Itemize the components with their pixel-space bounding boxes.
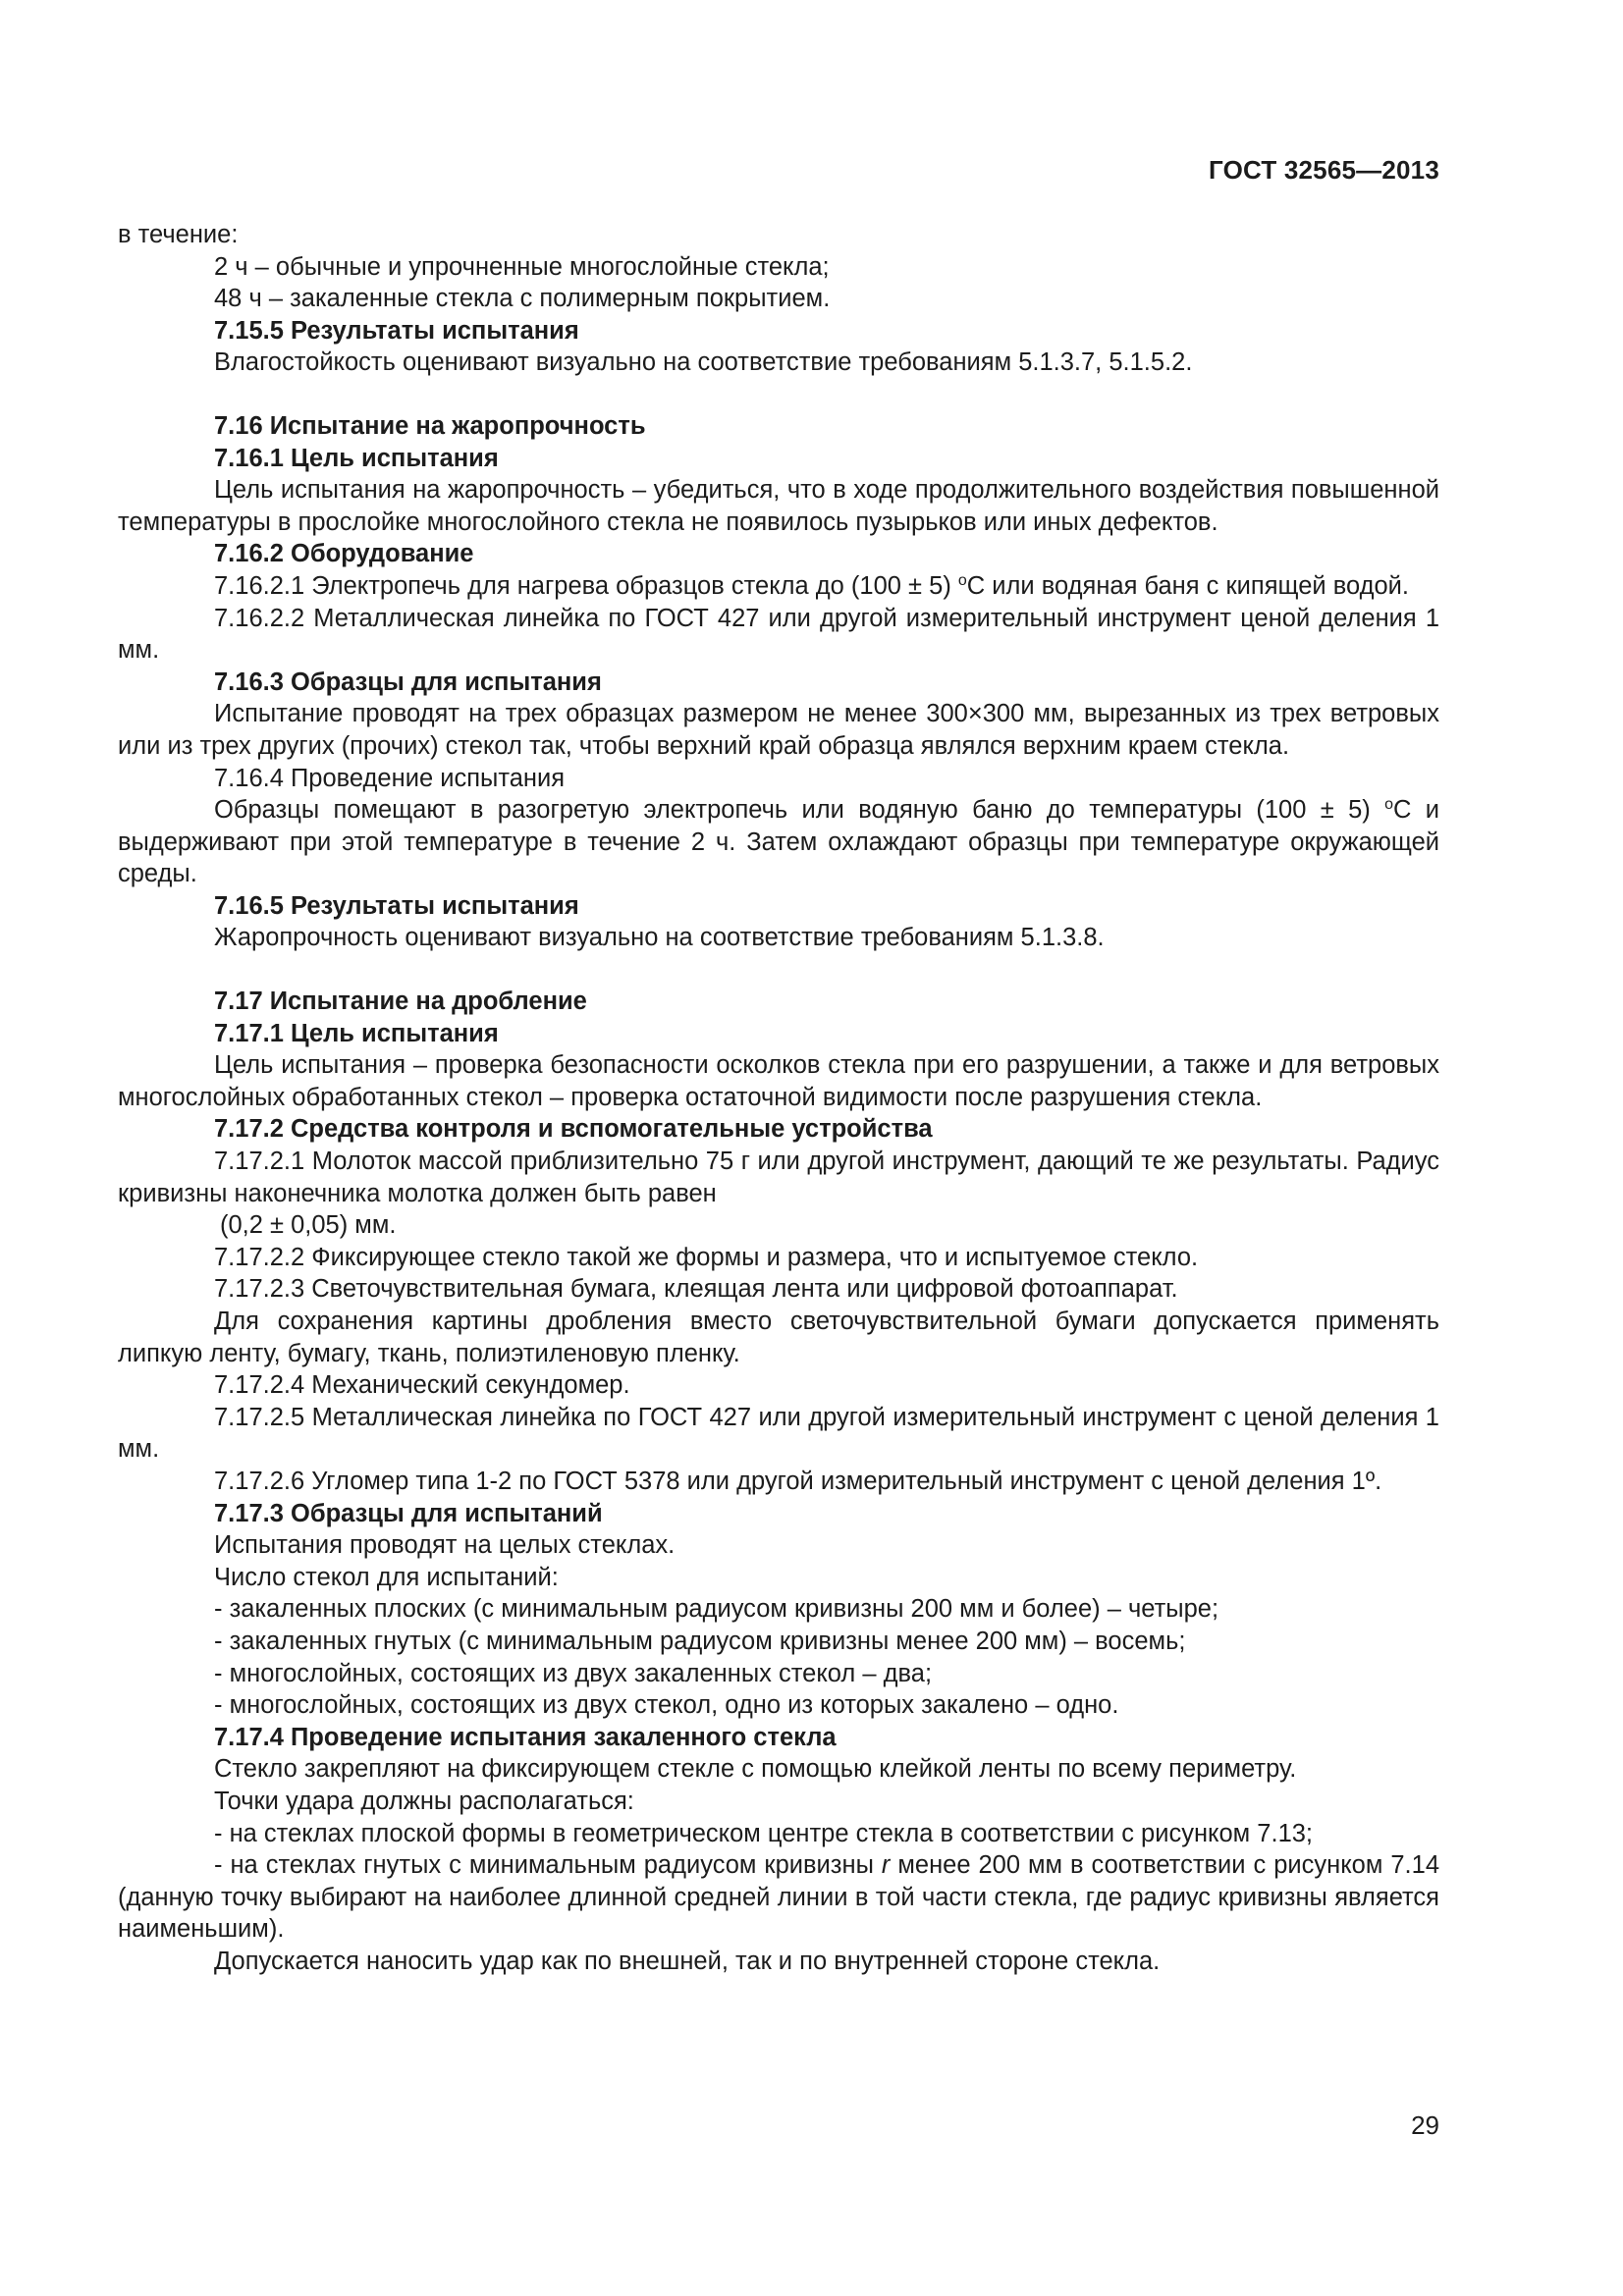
list-item: - закаленных плоских (с минимальным радиусом кривизны 200 мм и более) – четыре;: [214, 1595, 1219, 1624]
document-id: ГОСТ 32565—2013: [1209, 155, 1439, 185]
page-number: 29: [1411, 2110, 1439, 2140]
paragraph: 7.16.2.2 Металлическая линейка по ГОСТ 427 или другой измерительный инструмент ценой деления 1 мм.: [118, 604, 1439, 665]
paragraph: Цель испытания – проверка безопасности осколков стекла при его разрушении, а также и для ветровых многослойных обработанных стекол – проверка остаточной видимости после разрушения стекла.: [118, 1051, 1439, 1111]
text-run: С и выдерживают при этой температуре в течение 2 ч. Затем охлаждают образцы при температуре окружающей среды.: [118, 796, 1439, 888]
list-item: - многослойных, состоящих из двух закаленных стекол – два;: [214, 1659, 933, 1687]
list-item: - на стеклах плоской формы в геометрическом центре стекла в соответствии с рисунком 7.13;: [214, 1819, 1314, 1847]
text-run: С или водяная баня с кипящей водой.: [966, 571, 1409, 600]
section-heading: 7.15.5 Результаты испытания: [214, 316, 579, 345]
paragraph: Допускается наносить удар как по внешней, так и по внутренней стороне стекла.: [214, 1947, 1161, 1975]
list-item: - закаленных гнутых (с минимальным радиусом кривизны менее 200 мм) – восемь;: [214, 1627, 1186, 1655]
paragraph: Испытание проводят на трех образцах размером не менее 300×300 мм, вырезанных из трех ветровых или из трех других (прочих) стекол так, чтобы верхний край образца являлся верхним краем стекла.: [118, 700, 1439, 760]
text-run: менее 200 мм в соответствии с рисунком 7.14 (данную точку выбирают на наиболее длинной средней линии в той части стекла, где радиус кривизны является наименьшим).: [118, 1851, 1440, 1944]
paragraph: [118, 794, 1439, 890]
paragraph: 7.17.2.3 Светочувствительная бумага, клеящая лента или цифровой фотоаппарат.: [214, 1275, 1178, 1304]
paragraph: 7.17.2.4 Механический секундомер.: [214, 1371, 630, 1400]
section-heading: 7.17.1 Цель испытания: [214, 1019, 499, 1047]
section-heading: 7.17.2 Средства контроля и вспомогательные устройства: [214, 1115, 933, 1144]
section-heading: 7.16 Испытание на жаропрочность: [214, 411, 646, 440]
list-item: - многослойных, состоящих из двух стекол, одно из которых закалено – одно.: [214, 1691, 1119, 1720]
section-heading: 7.16.4 Проведение испытания: [214, 764, 566, 792]
section-heading: 7.17.4 Проведение испытания закаленного стекла: [214, 1723, 837, 1751]
section-heading: 7.16.3 Образцы для испытания: [214, 667, 602, 696]
paragraph: Испытания проводят на целых стеклах.: [214, 1531, 676, 1560]
degree-mark: o: [957, 571, 967, 589]
text-run: - на стеклах гнутых с минимальным радиусом кривизны: [214, 1851, 882, 1880]
section-heading: 7.16.5 Результаты испытания: [214, 891, 579, 920]
paragraph: Число стекол для испытаний:: [214, 1563, 559, 1591]
spacer: [118, 954, 1439, 986]
paragraph: 7.17.2.1 Молоток массой приблизительно 75 г или другой инструмент, дающий те же результаты. Радиус кривизны наконечника молотка должен быть равен: [118, 1148, 1439, 1207]
section-heading: 7.17.3 Образцы для испытаний: [214, 1499, 603, 1527]
section-heading: 7.16.1 Цель испытания: [214, 444, 499, 472]
text-run: 7.16.2.1 Электропечь для нагрева образцов стекла до (100 ± 5): [214, 571, 958, 600]
paragraph: Точки удара должны располагаться:: [214, 1787, 634, 1815]
section-heading: 7.17 Испытание на дробление: [214, 988, 587, 1016]
paragraph: 7.17.2.5 Металлическая линейка по ГОСТ 427 или другой измерительный инструмент с ценой деления 1 мм.: [118, 1403, 1439, 1464]
paragraph: (0,2 ± 0,05) мм.: [220, 1211, 397, 1240]
spacer: [118, 379, 1439, 410]
list-item: 2 ч – обычные и упрочненные многослойные стекла;: [214, 252, 830, 281]
paragraph: Для сохранения картины дробления вместо светочувствительной бумаги допускается применять липкую ленту, бумагу, ткань, полиэтиленовую пленку.: [118, 1308, 1439, 1367]
paragraph: Влагостойкость оценивают визуально на соответствие требованиям 5.1.3.7, 5.1.5.2.: [214, 348, 1193, 377]
paragraph: [118, 570, 1439, 603]
page-content: [118, 219, 1439, 1977]
radius-symbol: r: [881, 1851, 891, 1880]
paragraph: Стекло закрепляют на фиксирующем стекле с помощью клейкой ленты по всему периметру.: [214, 1755, 1297, 1784]
paragraph: в течение:: [118, 221, 239, 248]
paragraph: 7.17.2.2 Фиксирующее стекло такой же формы и размера, что и испытуемое стекло.: [214, 1243, 1199, 1271]
list-item: [118, 1849, 1439, 1946]
paragraph: Жаропрочность оценивают визуально на соответствие требованиям 5.1.3.8.: [214, 924, 1105, 952]
degree-mark: o: [1384, 796, 1393, 814]
paragraph: 7.17.2.6 Угломер типа 1-2 по ГОСТ 5378 или другой измерительный инструмент с ценой деления 1º.: [214, 1467, 1382, 1495]
section-heading: 7.16.2 Оборудование: [214, 540, 474, 568]
list-item: 48 ч – закаленные стекла с полимерным покрытием.: [214, 285, 831, 313]
text-run: Образцы помещают в разогретую электропечь или водяную баню до температуры (100 ± 5): [214, 796, 1385, 825]
paragraph: Цель испытания на жаропрочность – убедиться, что в ходе продолжительного воздействия повышенной температуры в прослойке многослойного стекла не появилось пузырьков или иных дефектов.: [118, 476, 1439, 536]
